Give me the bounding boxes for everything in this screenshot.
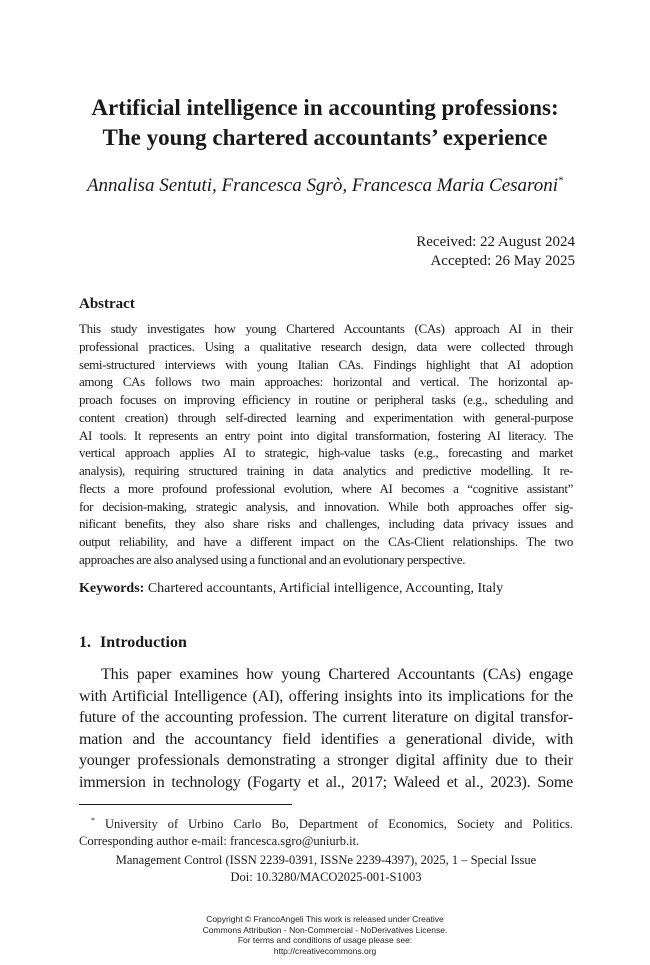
journal-doi: Doi: 10.3280/MACO2025-001-S1003 [230,870,422,884]
author-list [60,174,590,198]
section-title: Introduction [100,634,187,651]
license-notice [150,914,500,956]
section-number: 1. [79,634,91,651]
submission-dates [416,233,575,271]
footnote-line-1 [79,816,573,833]
abstract-line: among CAs follows two main approaches: horizontal and vertical. The horizontal ap- [79,374,573,390]
author-affiliation-marker: * [558,175,564,187]
abstract-line: approaches are also analysed using a functional and an evolutionary perspective. [79,551,466,567]
keywords-text: Chartered accountants, Artificial intelligence, Accounting, Italy [144,581,504,596]
title-line-1: Artificial intelligence in accounting professions: [91,95,559,120]
abstract-line: nificant benefits, they also share risks and challenges, including data privacy issues and [79,516,573,532]
abstract-heading: Abstract [79,296,135,312]
license-line: For terms and conditions of usage please see: [237,935,413,946]
footnote-affiliation: University of Urbino Carlo Bo, Department of Economics, Society and Politics. [95,817,573,831]
abstract-line: content creation) through self-directed learning and experimentation with general-purpose [79,409,573,425]
abstract-line: output reliability, and have a different impact on the CAs-Client relationships. The two [79,534,573,549]
received-date: Received: 22 August 2024 [416,234,575,250]
affiliation-footnote [79,816,573,850]
keywords [79,580,573,598]
footnote-marker: * [91,815,95,825]
keywords-label: Keywords: [79,581,145,596]
body-line: younger professionals demonstrating a stronger digital affinity due to their [79,752,573,769]
abstract-line: professional practices. Using a qualitative research design, data were collected through [79,338,573,354]
body-line: immersion in technology (Fogarty et al., 2017; Waleed et al., 2023). Some [79,773,573,791]
introduction-body [79,664,573,793]
abstract-line: semi-structured interviews with young Italian CAs. Findings highlight that AI adoption [79,356,573,372]
abstract-line: proach focuses on improving efficiency in routine or peripheral tasks (e.g., scheduling and [79,392,573,407]
body-line: future of the accounting profession. The current literature on digital transfor- [79,709,573,726]
accepted-date: Accepted: 26 May 2025 [430,253,575,269]
abstract-line: flects a more profound professional evolution, where AI becomes a “cognitive assistant” [79,480,573,496]
author-names: Annalisa Sentuti, Francesca Sgrò, Francesca Maria Cesaroni [86,175,559,196]
abstract-line: for decision-making, strategic analysis, and innovation. While both approaches offer sig- [79,498,573,514]
footnote-line-2: Corresponding author e-mail: francesca.sgro@uniurb.it. [79,834,360,848]
body-line: This paper examines how young Chartered Accountants (CAs) engage [101,666,573,683]
paper-title [60,93,590,153]
abstract-line: This study investigates how young Chartered Accountants (CAs) approach AI in their [79,321,573,336]
abstract-line: analysis), requiring structured training in data analytics and predictive modelling. It re- [79,463,573,478]
body-line: with Artificial Intelligence (AI), offering insights into its implications for the [79,687,573,705]
footnote-divider [79,804,292,805]
journal-info [79,852,573,886]
title-line-2: The young chartered accountants’ experience [102,125,548,150]
section-heading-introduction [79,634,187,652]
abstract-line: AI tools. It represents an entry point into digital transformation, fostering AI literacy. The [79,427,573,443]
journal-citation: Management Control (ISSN 2239-0391, ISSNe 2239-4397), 2025, 1 – Special Issue [115,853,537,867]
license-link[interactable]: http://creativecommons.org [273,945,377,956]
license-line: Copyright © FrancoAngeli This work is released under Creative [206,914,444,924]
abstract-line: vertical approach applies AI to strategic, high-value tasks (e.g., forecasting and market [79,445,573,461]
body-line: mation and the accountancy field identifies a generational divide, with [79,730,573,748]
abstract-body [79,320,573,569]
license-line: Commons Attribution - Non-Commercial - NoDerivatives License. [202,924,448,935]
